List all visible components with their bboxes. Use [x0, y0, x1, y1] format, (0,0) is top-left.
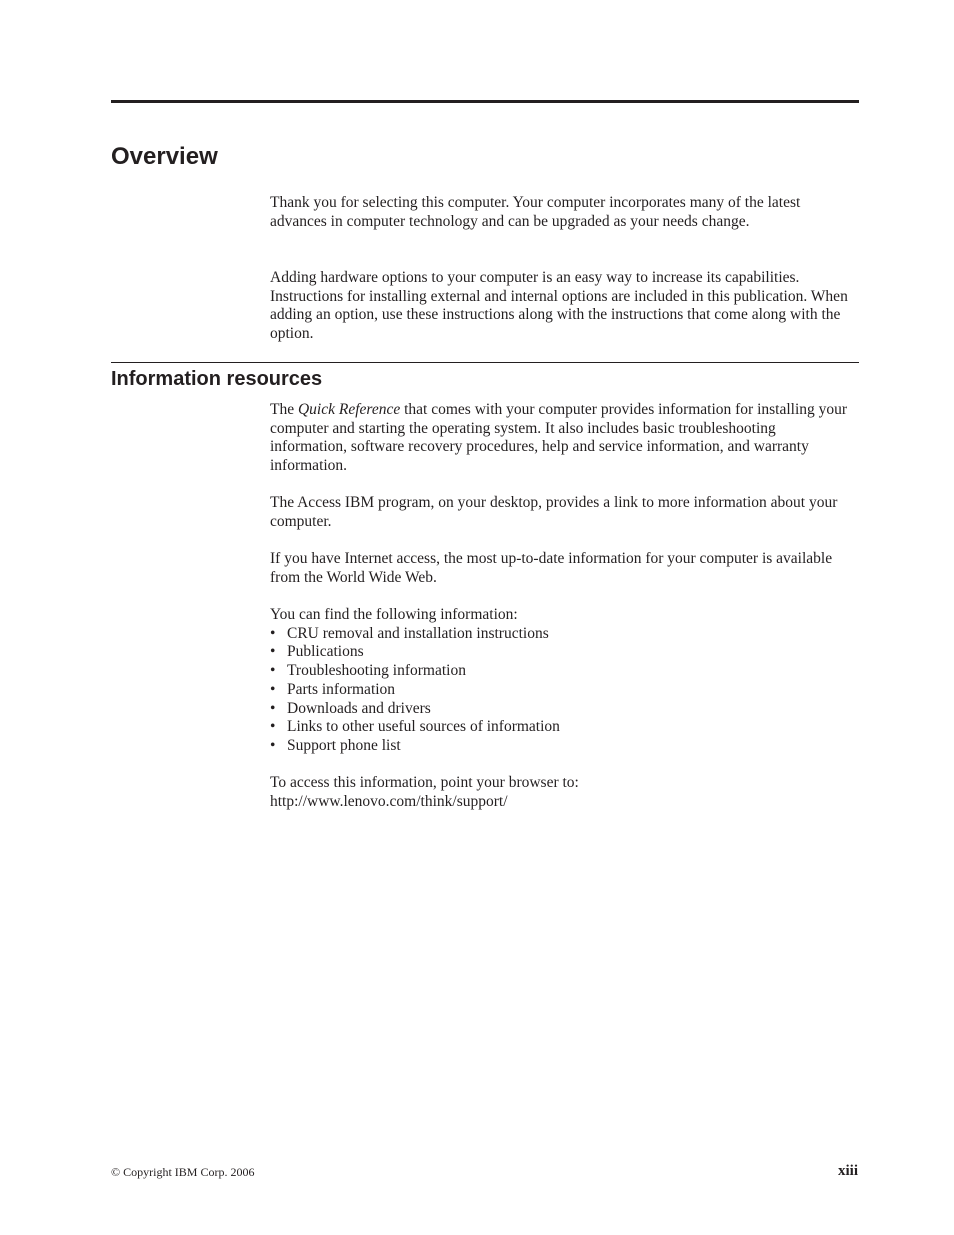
bullet-icon: • — [270, 624, 276, 642]
list-item-text: Troubleshooting information — [287, 662, 466, 680]
bullet-icon: • — [270, 680, 276, 698]
list-item-text: Links to other useful sources of information — [287, 718, 560, 736]
quick-reference-title: Quick Reference — [297, 401, 401, 418]
information-list-section — [270, 606, 856, 756]
paragraph-prefix: The — [270, 401, 298, 418]
footer-copyright: © Copyright IBM Corp. 2006 — [111, 1165, 255, 1179]
list-item — [270, 662, 856, 681]
section-rule — [111, 362, 859, 363]
list-item — [270, 625, 856, 644]
list-item — [270, 737, 856, 756]
bullet-icon: • — [270, 643, 276, 661]
page-title: Overview — [111, 143, 218, 170]
list-item — [270, 718, 856, 737]
overview-paragraph-1: Thank you for selecting this computer. Your computer incorporates many of the latest advances in computer technology and can be upgraded as your needs change. — [270, 194, 801, 230]
section-title-information-resources: Information resources — [111, 368, 323, 390]
support-url: http://www.lenovo.com/think/support/ — [270, 792, 508, 810]
page-number: xiii — [837, 1163, 858, 1179]
list-item-text: Downloads and drivers — [287, 699, 431, 717]
bullet-icon: • — [270, 736, 276, 754]
information-paragraph-2: The Access IBM program, on your desktop, provides a link to more information about your computer. — [270, 494, 838, 530]
bullet-icon: • — [270, 662, 276, 680]
access-text: To access this information, point your browser to: — [270, 774, 579, 791]
paragraph-suffix: that comes with your computer provides information for installing your computer and starting the operating system. It also includes basic troubleshooting information, software recovery procedures, help and service information, and warranty information. — [270, 401, 848, 475]
bullet-icon: • — [270, 718, 276, 736]
list-item — [270, 700, 856, 719]
list-item-text: Parts information — [287, 680, 396, 698]
list-item-text: Publications — [287, 643, 364, 661]
top-rule — [111, 100, 859, 103]
information-list — [270, 625, 856, 756]
list-item — [270, 643, 856, 662]
overview-paragraph-2: Adding hardware options to your computer is an easy way to increase its capabilities. Instructions for installing external and internal options are included in this publication. When adding an option, use these instructions along with the instructions that come along with the option. — [270, 269, 848, 343]
information-paragraph-1 — [270, 401, 856, 476]
access-paragraph — [270, 774, 856, 811]
list-intro: You can find the following information: — [270, 606, 518, 623]
list-item-text: CRU removal and installation instructions — [287, 624, 549, 642]
list-item — [270, 681, 856, 700]
bullet-icon: • — [270, 699, 276, 717]
information-paragraph-3: If you have Internet access, the most up-to-date information for your computer is available from the World Wide Web. — [270, 550, 833, 586]
list-item-text: Support phone list — [287, 736, 401, 754]
